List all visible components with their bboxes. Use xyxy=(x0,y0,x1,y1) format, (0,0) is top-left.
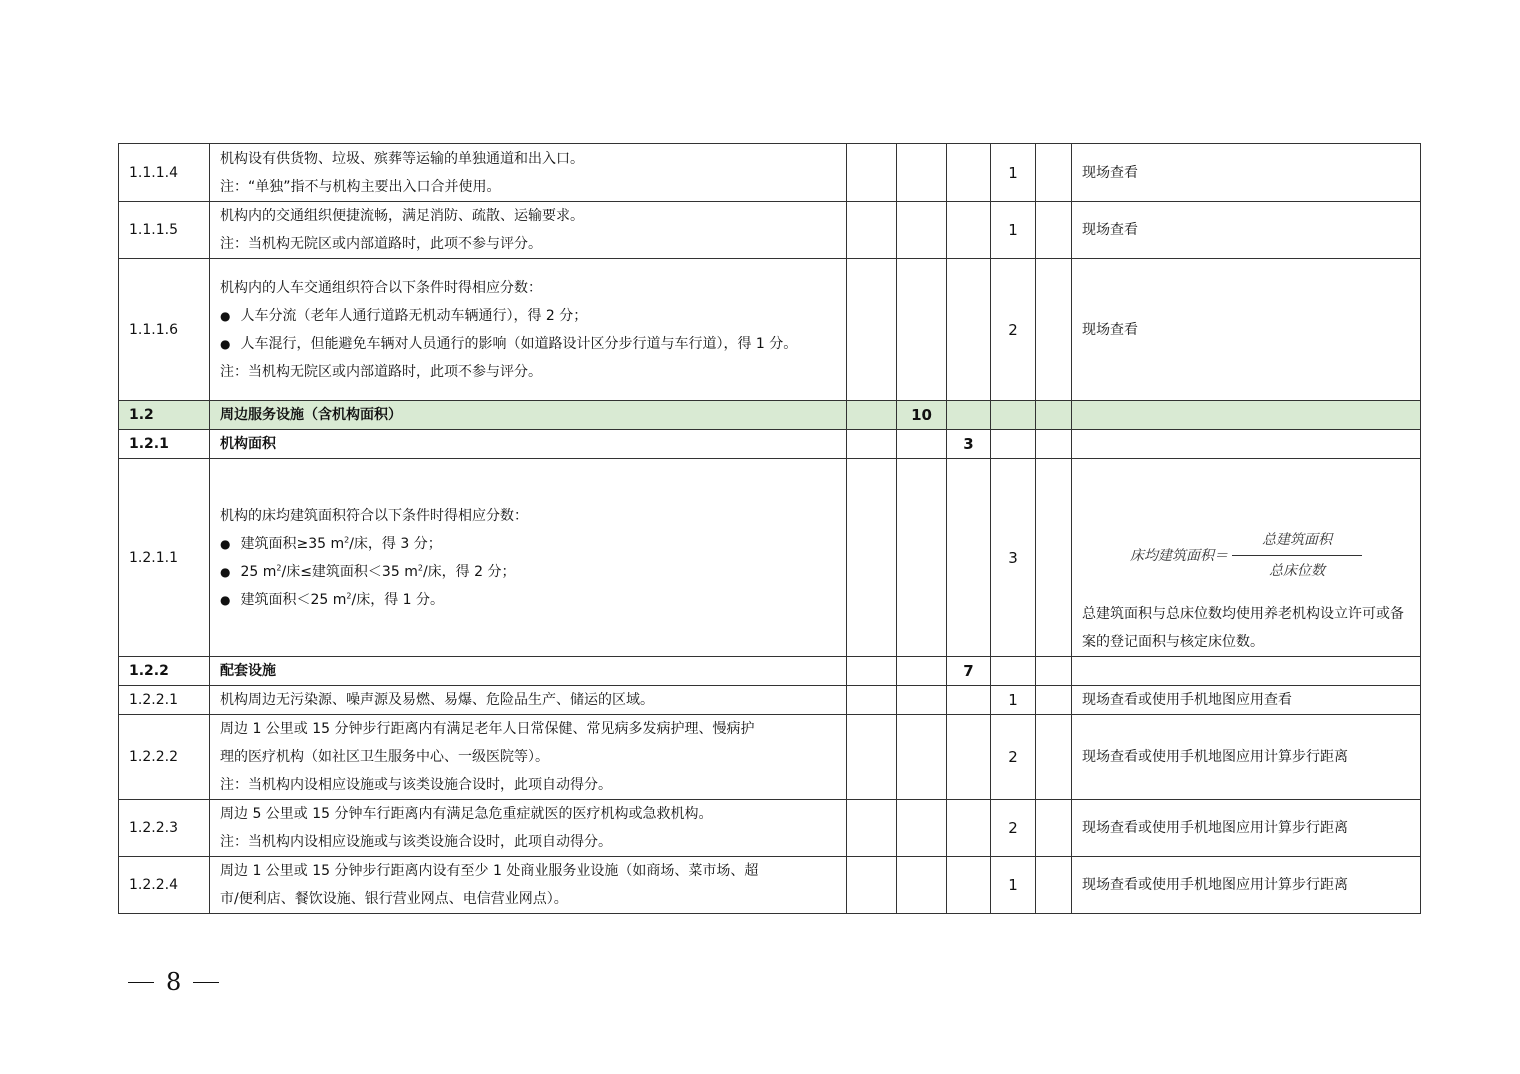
item-score: 3 xyxy=(991,459,1036,657)
formula-label: 床均建筑面积＝ xyxy=(1130,547,1228,564)
evaluation-method: 现场查看或使用手机地图应用计算步行距离 xyxy=(1072,715,1421,800)
bullet-item: ● 人车分流（老年人通行道路无机动车辆通行），得 2 分； xyxy=(220,302,836,330)
content-line: 周边 5 公里或 15 分钟车行距离内有满足急危重症就医的医疗机构或急救机构。 xyxy=(220,806,713,822)
section-total: 10 xyxy=(897,401,947,430)
evaluation-method: 现场查看 xyxy=(1072,144,1421,202)
evaluation-method xyxy=(1072,459,1421,657)
evaluation-method: 现场查看或使用手机地图应用计算步行距离 xyxy=(1072,800,1421,857)
item-score: 1 xyxy=(991,857,1036,914)
item-content xyxy=(210,259,847,401)
item-code: 1.2.1.1 xyxy=(119,459,210,657)
subsection-row xyxy=(119,657,1421,686)
item-content xyxy=(210,686,847,715)
method-note: 总建筑面积与总床位数均使用养老机构设立许可或备案的登记面积与核定床位数。 xyxy=(1082,606,1404,650)
area-formula xyxy=(1082,529,1410,582)
page-number: 8 xyxy=(166,968,182,996)
item-content xyxy=(210,144,847,202)
footer-dash-left xyxy=(128,982,154,983)
table-row xyxy=(119,459,1421,657)
table-row xyxy=(119,259,1421,401)
item-score: 2 xyxy=(991,800,1036,857)
table-row xyxy=(119,800,1421,857)
item-code: 1.1.1.5 xyxy=(119,202,210,259)
section-code: 1.2 xyxy=(119,401,210,430)
bullet-item: ● 人车混行，但能避免车辆对人员通行的影响（如道路设计区分步行道与车行道），得 1 分。 xyxy=(220,330,836,358)
content-line: 机构的床均建筑面积符合以下条件时得相应分数： xyxy=(220,507,528,524)
content-line: 机构内的人车交通组织符合以下条件时得相应分数： xyxy=(220,279,542,296)
content-line: 周边 1 公里或 15 分钟步行距离内有满足老年人日常保健、常见病多发病护理、慢病护 xyxy=(220,721,755,737)
item-content xyxy=(210,857,847,914)
item-score: 2 xyxy=(991,715,1036,800)
item-code: 1.2.2.3 xyxy=(119,800,210,857)
content-line: 机构内的交通组织便捷流畅，满足消防、疏散、运输要求。 xyxy=(220,208,584,224)
section-row xyxy=(119,401,1421,430)
formula-denominator: 总床位数 xyxy=(1269,563,1325,579)
scoring-table xyxy=(118,143,1421,914)
subsection-code: 1.2.1 xyxy=(119,430,210,459)
footer-dash-right xyxy=(193,982,219,983)
item-score: 1 xyxy=(991,686,1036,715)
subsection-subtotal: 7 xyxy=(947,657,991,686)
evaluation-method: 现场查看或使用手机地图应用计算步行距离 xyxy=(1072,857,1421,914)
item-content xyxy=(210,459,847,657)
content-line: 注：“单独”指不与机构主要出入口合并使用。 xyxy=(220,178,501,195)
item-content xyxy=(210,800,847,857)
section-title: 周边服务设施（含机构面积） xyxy=(210,401,847,430)
evaluation-method: 现场查看 xyxy=(1072,259,1421,401)
subsection-row xyxy=(119,430,1421,459)
bullet-item: ● 25 $m^2/$床≤建筑面积＜35 $m^2/$床，得 2 分； xyxy=(220,558,836,586)
evaluation-method: 现场查看 xyxy=(1072,202,1421,259)
content-line: 注：当机构内设相应设施或与该类设施合设时，此项自动得分。 xyxy=(220,834,612,850)
content-line: 机构周边无污染源、噪声源及易燃、易爆、危险品生产、储运的区域。 xyxy=(220,692,654,708)
content-line: 注：当机构无院区或内部道路时，此项不参与评分。 xyxy=(220,363,542,380)
table-row xyxy=(119,144,1421,202)
item-code: 1.2.2.2 xyxy=(119,715,210,800)
subsection-subtotal: 3 xyxy=(947,430,991,459)
bullet-item: ● 建筑面积≥35 $m^2/$床，得 3 分； xyxy=(220,530,836,558)
page-footer xyxy=(128,968,219,996)
table-row xyxy=(119,686,1421,715)
table-row xyxy=(119,715,1421,800)
item-score: 1 xyxy=(991,144,1036,202)
item-content xyxy=(210,202,847,259)
table-row xyxy=(119,202,1421,259)
formula-numerator: 总建筑面积 xyxy=(1232,529,1362,556)
item-score: 2 xyxy=(991,259,1036,401)
content-line: 理的医疗机构（如社区卫生服务中心、一级医院等）。 xyxy=(220,749,549,765)
subsection-title: 配套设施 xyxy=(210,657,847,686)
subsection-code: 1.2.2 xyxy=(119,657,210,686)
item-score: 1 xyxy=(991,202,1036,259)
item-code: 1.1.1.4 xyxy=(119,144,210,202)
subsection-title: 机构面积 xyxy=(210,430,847,459)
content-line: 注：当机构内设相应设施或与该类设施合设时，此项自动得分。 xyxy=(220,777,612,793)
table-row xyxy=(119,857,1421,914)
content-line: 注：当机构无院区或内部道路时，此项不参与评分。 xyxy=(220,236,542,252)
content-line: 机构设有供货物、垃圾、殡葬等运输的单独通道和出入口。 xyxy=(220,150,584,167)
item-code: 1.1.1.6 xyxy=(119,259,210,401)
evaluation-method: 现场查看或使用手机地图应用查看 xyxy=(1072,686,1421,715)
item-code: 1.2.2.1 xyxy=(119,686,210,715)
content-line: 周边 1 公里或 15 分钟步行距离内设有至少 1 处商业服务业设施（如商场、菜市场、超 xyxy=(220,863,759,879)
item-content xyxy=(210,715,847,800)
content-line: 市/便利店、餐饮设施、银行营业网点、电信营业网点）。 xyxy=(220,891,568,907)
item-code: 1.2.2.4 xyxy=(119,857,210,914)
bullet-item: ● 建筑面积＜25 $m^2/$床，得 1 分。 xyxy=(220,586,836,614)
